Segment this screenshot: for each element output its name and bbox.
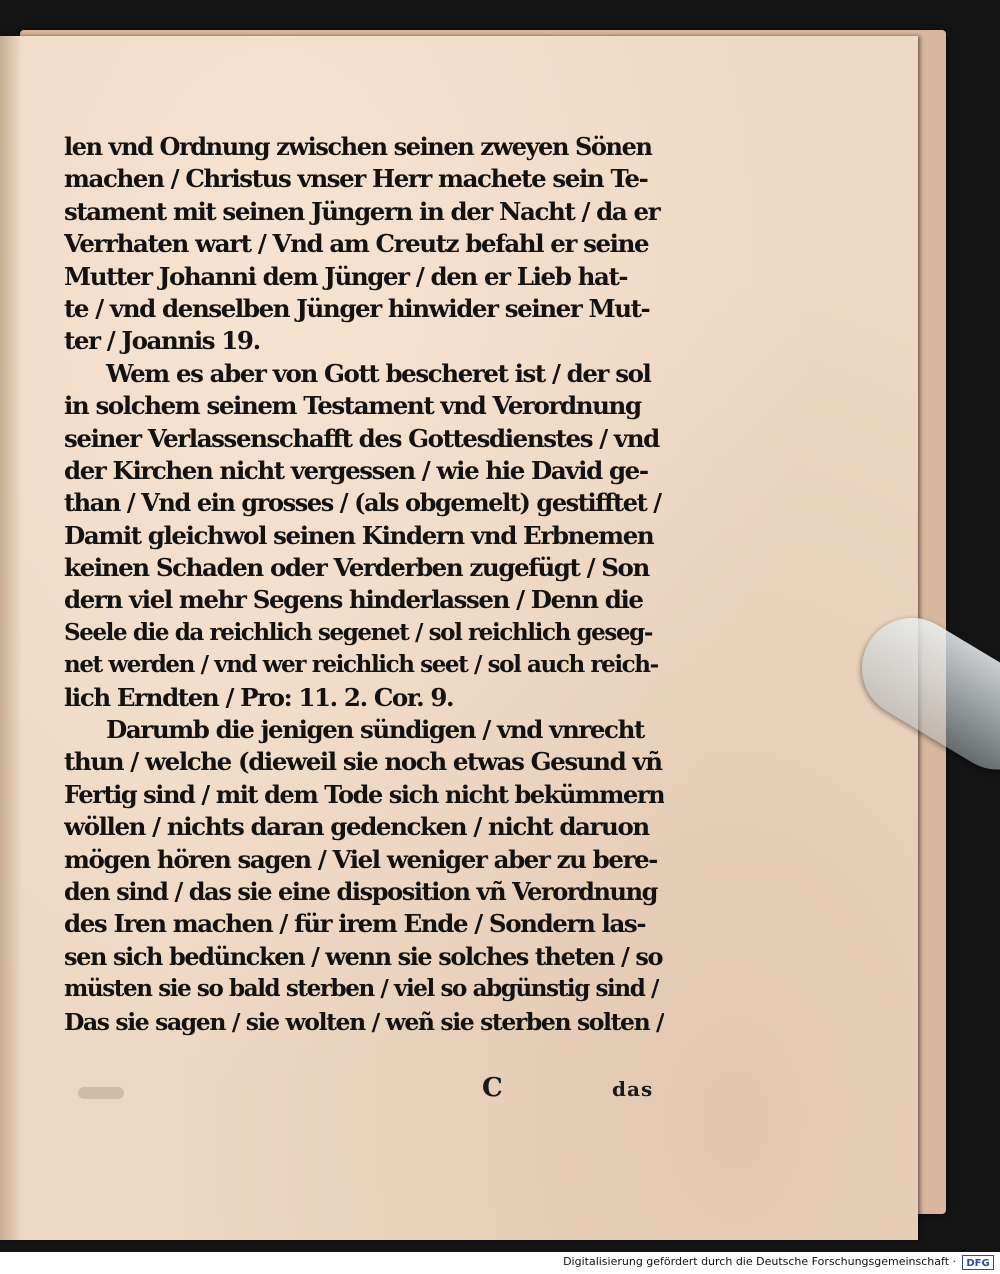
ink-smudge bbox=[78, 1087, 124, 1099]
text-line: than / Vnd ein grosses / (als obgemelt) gestifftet / bbox=[64, 488, 661, 518]
text-line: des Iren machen / für irem Ende / Sondern las- bbox=[64, 909, 646, 939]
text-line: Seele die da reichlich segenet / sol reichlich geseg- bbox=[64, 618, 653, 646]
book-page bbox=[0, 36, 918, 1240]
text-line: der Kirchen nicht vergessen / wie hie David ge- bbox=[64, 455, 648, 485]
text-line: seiner Verlassenschafft des Gottesdienstes / vnd bbox=[64, 423, 659, 453]
text-line: ter / Joannis 19. bbox=[64, 326, 260, 356]
text-line: stament mit seinen Jüngern in der Nacht / da er bbox=[64, 196, 660, 226]
funding-credit: Digitalisierung gefördert durch die Deutsche Forschungsgemeinschaft · bbox=[563, 1255, 956, 1268]
text-line: Darumb die jenigen sündigen / vnd vnrecht bbox=[106, 715, 644, 745]
text-line: wöllen / nichts daran gedencken / nicht daruon bbox=[64, 812, 649, 842]
text-line: len vnd Ordnung zwischen seinen zweyen Sönen bbox=[64, 132, 652, 161]
page-text-block bbox=[64, 131, 664, 1038]
text-line: müsten sie so bald sterben / viel so abgünstig sind / bbox=[64, 975, 658, 1003]
text-line: te / vnd denselben Jünger hinwider seiner Mut- bbox=[64, 293, 650, 323]
catchword: das bbox=[612, 1077, 654, 1101]
text-line: Das sie sagen / sie wolten / weñ sie sterben solten / bbox=[64, 1007, 664, 1036]
text-line: in solchem seinem Testament vnd Verordnung bbox=[64, 391, 641, 421]
text-line: Wem es aber von Gott bescheret ist / der sol bbox=[106, 358, 651, 388]
page-gutter bbox=[0, 36, 22, 1240]
text-line: dern viel mehr Segens hinderlassen / Denn die bbox=[64, 585, 643, 615]
text-line: lich Erndten / Pro: 11. 2. Cor. 9. bbox=[64, 682, 454, 712]
text-line: machen / Christus vnser Herr machete sein Te- bbox=[64, 164, 648, 194]
text-line: Verrhaten wart / Vnd am Creutz befahl er seine bbox=[64, 229, 649, 259]
text-line: net werden / vnd wer reichlich seet / sol auch reich- bbox=[64, 651, 658, 679]
text-line: den sind / das sie eine disposition vñ Verordnung bbox=[64, 876, 657, 906]
text-line: thun / welche (dieweil sie noch etwas Gesund vñ bbox=[64, 747, 662, 777]
text-line: mögen hören sagen / Viel weniger aber zu bere- bbox=[64, 844, 658, 874]
footer-bar bbox=[0, 1252, 1000, 1274]
text-line: Mutter Johanni dem Jünger / den er Lieb hat- bbox=[64, 261, 628, 291]
signature-mark: C bbox=[482, 1073, 503, 1103]
text-line: sen sich bedüncken / wenn sie solches theten / so bbox=[64, 941, 663, 971]
text-line: Damit gleichwol seinen Kindern vnd Erbnemen bbox=[64, 520, 654, 550]
text-line: keinen Schaden oder Verderben zugefügt / Son bbox=[64, 553, 649, 583]
dfg-logo[interactable]: DFG bbox=[962, 1255, 994, 1270]
page-footer-line bbox=[64, 1073, 664, 1107]
text-line: Fertig sind / mit dem Tode sich nicht bekümmern bbox=[64, 779, 664, 809]
